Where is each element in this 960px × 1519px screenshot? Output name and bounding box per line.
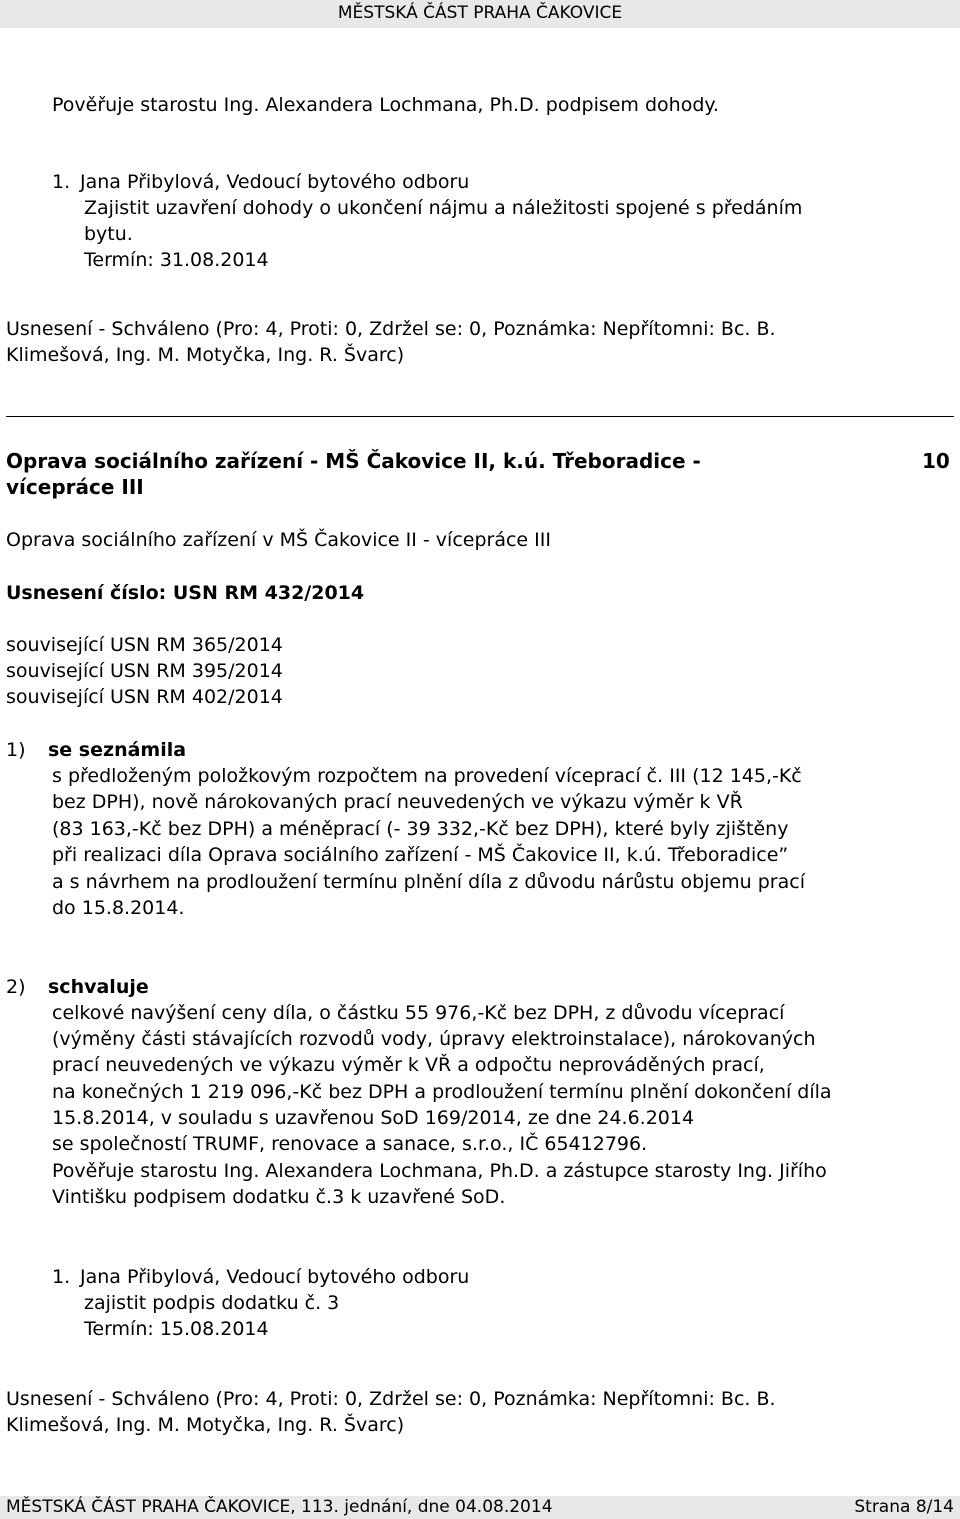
item2-head: schvaluje — [48, 976, 149, 998]
item2-line: Vintišku podpisem dodatku č.3 k uzavřené SoD. — [52, 1186, 506, 1208]
section-number: 10 — [922, 449, 950, 473]
task-number: 1. — [52, 1266, 71, 1288]
item1-line: s předloženým položkovým rozpočtem na provedení víceprací č. III (12 145,-Kč — [52, 765, 802, 787]
item1-number: 1) — [6, 739, 26, 761]
item2-line: na konečných 1 219 096,-Kč bez DPH a prodloužení termínu plnění dokončení díla — [52, 1081, 832, 1103]
item2-line: 15.8.2014, v souladu s uzavřenou SoD 169/2014, ze dne 24.6.2014 — [52, 1107, 695, 1129]
task-line: Zajistit uzavření dohody o ukončení nájmu a náležitosti spojené s předáním — [84, 197, 803, 219]
item1-line: do 15.8.2014. — [52, 897, 185, 919]
item2-heading — [6, 974, 149, 1000]
item1-line: při realizaci díla Oprava sociálního zařízení - MŠ Čakovice II, k.ú. Třeboradice” — [52, 844, 789, 866]
footer-page-number: Strana 8/14 — [854, 1497, 954, 1517]
item2-line: Pověřuje starostu Ing. Alexandera Lochmana, Ph.D. a zástupce starosty Ing. Jiřího — [52, 1160, 827, 1182]
task-assignee-name: Jana Přibylová, Vedoucí bytového odboru — [80, 171, 470, 193]
page-header-title: MĚSTSKÁ ČÁST PRAHA ČAKOVICE — [337, 3, 623, 23]
item1-head: se seznámila — [48, 739, 187, 761]
task-assignee-name: Jana Přibylová, Vedoucí bytového odboru — [80, 1266, 470, 1288]
related-resolution: související USN RM 402/2014 — [6, 686, 283, 708]
section-title-line: vícepráce III — [6, 475, 144, 499]
item2-number: 2) — [6, 976, 26, 998]
resolution-number: Usnesení číslo: USN RM 432/2014 — [6, 582, 365, 604]
footer-meeting-info: MĚSTSKÁ ČÁST PRAHA ČAKOVICE, 113. jednání, dne 04.08.2014 — [6, 1497, 553, 1517]
section-divider — [6, 416, 954, 417]
item2-line: celkové navýšení ceny díla, o částku 55 976,-Kč bez DPH, z důvodu víceprací — [52, 1002, 785, 1024]
item2-line: se společností TRUMF, renovace a sanace, s.r.o., IČ 65412796. — [52, 1133, 648, 1155]
task-deadline: Termín: 31.08.2014 — [84, 249, 269, 271]
task-line: zajistit podpis dodatku č. 3 — [84, 1292, 340, 1314]
section-title-line: Oprava sociálního zařízení - MŠ Čakovice II, k.ú. Třeboradice - — [6, 449, 701, 473]
vote-result-line: Klimešová, Ing. M. Motyčka, Ing. R. Švarc) — [6, 1414, 405, 1436]
section-subtitle: Oprava sociálního zařízení v MŠ Čakovice II - vícepráce III — [6, 529, 551, 551]
related-resolution: související USN RM 395/2014 — [6, 660, 283, 682]
task-deadline: Termín: 15.08.2014 — [84, 1318, 269, 1340]
item2-line: (výměny části stávajících rozvodů vody, úpravy elektroinstalace), nárokovaných — [52, 1028, 816, 1050]
task-line: bytu. — [84, 223, 133, 245]
vote-result-line: Usnesení - Schváleno (Pro: 4, Proti: 0, Zdržel se: 0, Poznámka: Nepřítomni: Bc. B. — [6, 1388, 776, 1410]
vote-result-line: Usnesení - Schváleno (Pro: 4, Proti: 0, Zdržel se: 0, Poznámka: Nepřítomni: Bc. B. — [6, 318, 776, 340]
item1-line: (83 163,-Kč bez DPH) a méněprací (- 39 332,-Kč bez DPH), které byly zjištěny — [52, 818, 789, 840]
vote-result-line: Klimešová, Ing. M. Motyčka, Ing. R. Švarc) — [6, 344, 405, 366]
item1-line: bez DPH), nově nárokovaných prací neuvedených ve výkazu výměr k VŘ — [52, 791, 743, 813]
task-number: 1. — [52, 171, 71, 193]
item1-line: a s návrhem na prodloužení termínu plnění díla z důvodu nárůstu objemu prací — [52, 871, 805, 893]
task-assignee — [52, 1264, 469, 1290]
delegation-text: Pověřuje starostu Ing. Alexandera Lochmana, Ph.D. podpisem dohody. — [52, 94, 719, 116]
item2-line: prací neuvedených ve výkazu výměr k VŘ a odpočtu neprováděných prací, — [52, 1054, 765, 1076]
item1-heading — [6, 737, 186, 763]
related-resolution: související USN RM 365/2014 — [6, 634, 283, 656]
task-assignee — [52, 169, 469, 195]
